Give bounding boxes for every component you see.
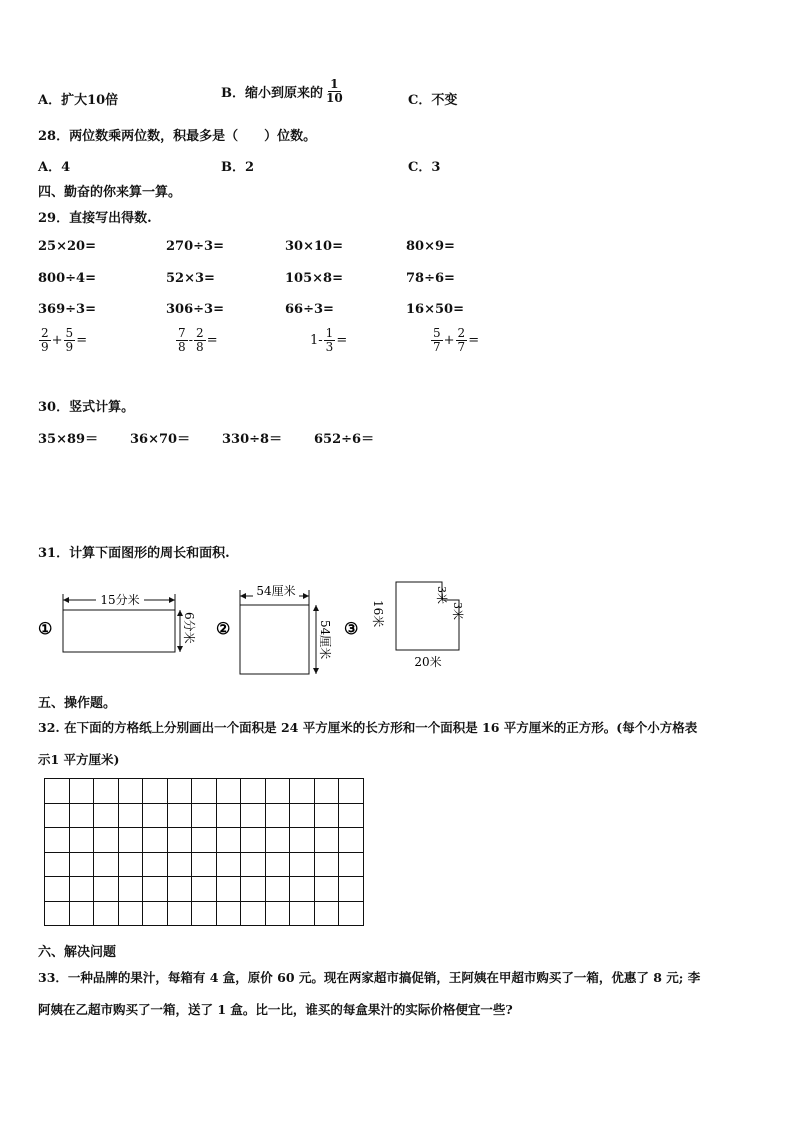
fraction — [176, 327, 188, 354]
fraction-denominator: 8 — [196, 340, 204, 354]
grid-cell[interactable] — [314, 877, 339, 902]
operator: - — [188, 333, 194, 348]
q29-item: 306÷3= — [166, 302, 224, 317]
grid-cell[interactable] — [45, 901, 70, 926]
grid-cell[interactable] — [216, 803, 241, 828]
q29-item: 270÷3= — [166, 239, 224, 254]
grid-cell[interactable] — [167, 828, 192, 853]
grid-cell[interactable] — [143, 828, 168, 853]
grid-cell[interactable] — [118, 803, 143, 828]
grid-cell[interactable] — [339, 828, 364, 853]
grid-cell[interactable] — [69, 877, 94, 902]
q29-item: 16×50= — [406, 302, 464, 317]
q32-question-line-2: 示1 平方厘米) — [38, 752, 120, 767]
q28-option-c: C．3 — [408, 160, 441, 175]
fraction-numerator: 1 — [330, 77, 339, 91]
grid-cell[interactable] — [290, 803, 315, 828]
grid-cell[interactable] — [339, 877, 364, 902]
figure-2-height-label: 54厘米 — [318, 620, 332, 660]
fraction-numerator: 2 — [41, 326, 49, 340]
grid-cell[interactable] — [143, 852, 168, 877]
grid-cell[interactable] — [118, 901, 143, 926]
grid-cell[interactable] — [265, 852, 290, 877]
grid-row — [45, 852, 364, 877]
equals: = — [468, 333, 480, 348]
operator: + — [443, 333, 455, 348]
grid-paper[interactable] — [44, 778, 364, 926]
fraction-denominator: 10 — [326, 91, 343, 105]
q29-fraction-expr-2 — [175, 327, 218, 354]
grid-cell[interactable] — [45, 779, 70, 804]
grid-cell[interactable] — [241, 803, 266, 828]
grid-cell[interactable] — [241, 779, 266, 804]
grid-cell[interactable] — [45, 852, 70, 877]
grid-cell[interactable] — [192, 901, 217, 926]
grid-cell[interactable] — [167, 852, 192, 877]
operator: + — [51, 333, 63, 348]
grid-row — [45, 901, 364, 926]
q28-question: 28．两位数乘两位数，积最多是（ ）位数。 — [38, 129, 317, 144]
grid-row — [45, 877, 364, 902]
grid-cell[interactable] — [265, 779, 290, 804]
grid-cell[interactable] — [216, 852, 241, 877]
grid-cell[interactable] — [314, 901, 339, 926]
fraction-denominator: 7 — [457, 340, 466, 354]
figure-3-notch-vertical-label: 3米 — [435, 586, 448, 604]
grid-cell[interactable] — [241, 852, 266, 877]
grid-cell[interactable] — [94, 901, 119, 926]
grid-cell[interactable] — [118, 877, 143, 902]
figure-1-height-label: 6分米 — [182, 612, 196, 644]
grid-cell[interactable] — [45, 803, 70, 828]
grid-cell[interactable] — [241, 901, 266, 926]
grid-cell[interactable] — [314, 852, 339, 877]
grid-cell[interactable] — [69, 779, 94, 804]
grid-cell[interactable] — [216, 779, 241, 804]
fraction — [456, 327, 468, 354]
grid-cell[interactable] — [94, 779, 119, 804]
grid-cell[interactable] — [143, 803, 168, 828]
grid-cell[interactable] — [339, 901, 364, 926]
fraction-numerator: 5 — [433, 326, 441, 340]
fraction — [194, 327, 206, 354]
grid-cell[interactable] — [265, 901, 290, 926]
q30-question: 30．竖式计算。 — [38, 400, 135, 415]
q29-fraction-expr-3 — [310, 327, 347, 354]
grid-cell[interactable] — [265, 803, 290, 828]
fraction — [324, 327, 336, 354]
fraction-denominator: 8 — [178, 340, 186, 354]
grid-cell[interactable] — [216, 828, 241, 853]
grid-cell[interactable] — [290, 779, 315, 804]
grid-cell[interactable] — [167, 803, 192, 828]
figure-2-marker: ② — [216, 619, 231, 638]
grid-cell[interactable] — [192, 828, 217, 853]
grid-cell[interactable] — [167, 901, 192, 926]
q32-question-line-1: 32. 在下面的方格纸上分别画出一个面积是 24 平方厘米的长方形和一个面积是 16 平方厘米的正方形。(每个小方格表 — [38, 720, 698, 735]
grid-cell[interactable] — [216, 901, 241, 926]
section-5-title: 五、操作题。 — [38, 696, 117, 711]
fraction-denominator: 7 — [433, 340, 441, 354]
q28-option-a: A．4 — [38, 160, 71, 175]
grid-cell[interactable] — [216, 877, 241, 902]
grid-cell[interactable] — [192, 803, 217, 828]
grid-cell[interactable] — [143, 779, 168, 804]
q29-item: 78÷6= — [406, 271, 455, 286]
equals: = — [206, 333, 218, 348]
q31-question: 31．计算下面图形的周长和面积. — [38, 546, 230, 561]
figure-1-width-label: 15分米 — [100, 593, 140, 607]
grid-cell[interactable] — [290, 877, 315, 902]
grid-cell[interactable] — [192, 877, 217, 902]
grid-cell[interactable] — [69, 852, 94, 877]
q33-question-line-1: 33．一种品牌的果汁，每箱有 4 盒，原价 60 元。现在两家超市搞促销，王阿姨在甲超市购买了一箱，优惠了 8 元; 李 — [38, 970, 701, 985]
q29-item: 25×20= — [38, 239, 96, 254]
grid-row — [45, 803, 364, 828]
fraction — [64, 327, 76, 354]
grid-row — [45, 828, 364, 853]
grid-cell[interactable] — [265, 877, 290, 902]
q28-option-b: B．2 — [221, 160, 255, 175]
fraction-numerator: 1 — [325, 326, 334, 340]
grid-cell[interactable] — [69, 901, 94, 926]
q29-fraction-expr-1 — [38, 327, 87, 354]
fraction-denominator: 3 — [325, 340, 334, 354]
q27-option-c: C．不变 — [408, 93, 458, 108]
q29-item: 105×8= — [285, 271, 343, 286]
fraction — [431, 327, 443, 354]
grid-cell[interactable] — [241, 828, 266, 853]
q29-item: 52×3= — [166, 271, 215, 286]
figure-1-marker: ① — [38, 619, 53, 638]
figure-2-width-label: 54厘米 — [256, 584, 296, 598]
grid-cell[interactable] — [143, 877, 168, 902]
q30-item: 652÷6＝ — [314, 432, 375, 447]
q27-option-a: A．扩大10倍 — [38, 93, 119, 108]
grid-cell[interactable] — [290, 901, 315, 926]
q29-question: 29．直接写出得数. — [38, 211, 152, 226]
q29-item: 80×9= — [406, 239, 455, 254]
figure-3-notched-shape — [396, 582, 459, 650]
q27-option-b-fraction — [324, 78, 345, 105]
grid-cell[interactable] — [143, 901, 168, 926]
grid-cell[interactable] — [118, 779, 143, 804]
figure-3-notch-horizontal-label: 3米 — [451, 602, 464, 620]
grid-cell[interactable] — [339, 779, 364, 804]
q31-figures — [30, 578, 510, 678]
grid-cell[interactable] — [69, 803, 94, 828]
q29-item: 66÷3= — [285, 302, 334, 317]
q27-option-b — [221, 78, 346, 105]
fraction-numerator: 2 — [457, 326, 466, 340]
fraction-numerator: 7 — [178, 326, 186, 340]
fraction-numerator: 2 — [196, 326, 204, 340]
grid-cell[interactable] — [192, 779, 217, 804]
grid-cell[interactable] — [167, 877, 192, 902]
grid-cell[interactable] — [290, 828, 315, 853]
section-6-title: 六、解决问题 — [38, 945, 117, 960]
q29-item: 800÷4= — [38, 271, 96, 286]
grid-row — [45, 779, 364, 804]
grid-cell[interactable] — [118, 828, 143, 853]
figure-3-left-label: 16米 — [371, 600, 385, 628]
equals: = — [336, 333, 348, 348]
fraction — [39, 327, 51, 354]
grid-cell[interactable] — [192, 852, 217, 877]
figure-3-bottom-label: 20米 — [414, 655, 442, 669]
q29-item: 369÷3= — [38, 302, 96, 317]
grid-cell[interactable] — [339, 803, 364, 828]
fraction-denominator: 9 — [65, 340, 74, 354]
equals: = — [76, 333, 88, 348]
leading-term: 1- — [310, 333, 323, 348]
grid-cell[interactable] — [339, 852, 364, 877]
grid-cell[interactable] — [290, 852, 315, 877]
grid-cell[interactable] — [167, 779, 192, 804]
figure-3-marker: ③ — [344, 619, 359, 638]
q30-item: 330÷8＝ — [222, 432, 283, 447]
fraction-denominator: 9 — [41, 340, 49, 354]
grid-cell[interactable] — [314, 828, 339, 853]
grid-cell[interactable] — [314, 803, 339, 828]
section-4-title: 四、勤奋的你来算一算。 — [38, 185, 182, 200]
grid-cell[interactable] — [94, 877, 119, 902]
q27-option-b-prefix: B．缩小到原来的 — [221, 86, 323, 101]
grid-cell[interactable] — [45, 877, 70, 902]
grid-cell[interactable] — [241, 877, 266, 902]
grid-cell[interactable] — [94, 803, 119, 828]
q30-item: 36×70＝ — [130, 432, 191, 447]
grid-cell[interactable] — [314, 779, 339, 804]
grid-cell[interactable] — [69, 828, 94, 853]
q30-item: 35×89＝ — [38, 432, 99, 447]
q29-item: 30×10= — [285, 239, 343, 254]
grid-cell[interactable] — [94, 828, 119, 853]
grid-cell[interactable] — [45, 828, 70, 853]
grid-cell[interactable] — [118, 852, 143, 877]
q33-question-line-2: 阿姨在乙超市购买了一箱，送了 1 盒。比一比，谁买的每盒果汁的实际价格便宜一些? — [38, 1002, 513, 1017]
grid-cell[interactable] — [265, 828, 290, 853]
grid-cell[interactable] — [94, 852, 119, 877]
fraction-numerator: 5 — [65, 326, 74, 340]
q29-fraction-expr-4 — [430, 327, 479, 354]
